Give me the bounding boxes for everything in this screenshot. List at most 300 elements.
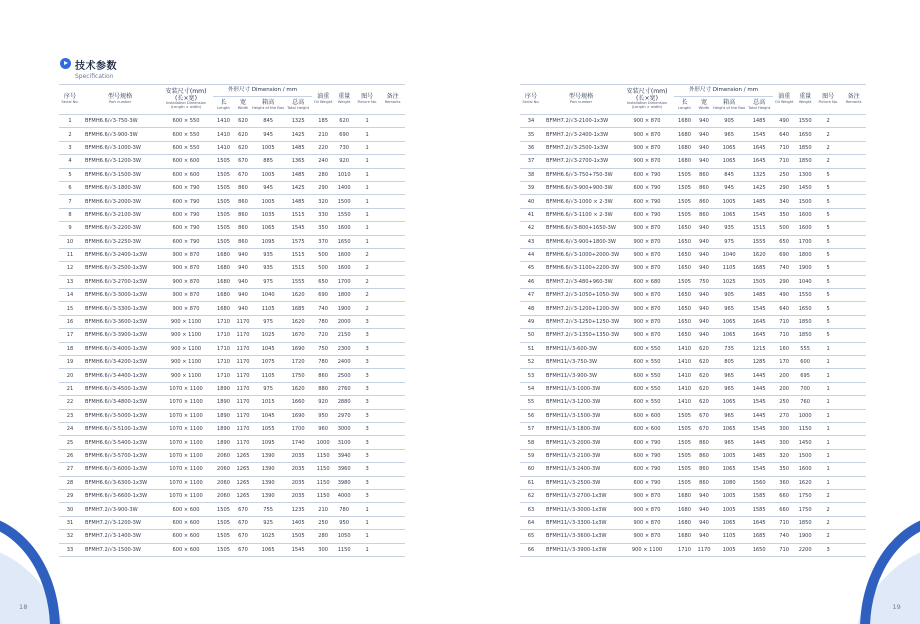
box-height-cell: 905 (713, 115, 745, 128)
table-row (520, 369, 866, 382)
box-height-cell: 1015 (252, 396, 284, 409)
remarks-cell (841, 235, 866, 248)
serial-cell: 62 (520, 489, 542, 502)
installation-cell: 900 × 870 (159, 262, 213, 275)
installation-cell: 600 × 790 (620, 181, 674, 194)
table-row (520, 115, 866, 128)
total-height-cell: 1575 (284, 235, 312, 248)
picture-no-cell: 1 (354, 128, 380, 141)
installation-cell: 900 × 1100 (159, 369, 213, 382)
length-cell: 1505 (213, 235, 234, 248)
oil-weight-cell: 660 (773, 489, 795, 502)
total-height-cell: 1545 (284, 543, 312, 556)
part-number-cell: BFMH6.6/√3-6000-1x3W (81, 463, 159, 476)
header-remarks: 备注 Remarks (380, 85, 405, 115)
total-height-cell: 1645 (745, 516, 773, 529)
length-cell: 1505 (674, 208, 695, 221)
width-cell: 940 (234, 302, 252, 315)
weight-cell: 3980 (334, 476, 354, 489)
oil-weight-cell: 710 (773, 329, 795, 342)
table-row (59, 155, 405, 168)
installation-cell: 900 × 870 (620, 530, 674, 543)
width-cell: 940 (695, 128, 713, 141)
header-oil-weight: 油重 Oil Weight (312, 85, 334, 115)
box-height-cell: 1040 (713, 248, 745, 261)
remarks-cell (380, 275, 405, 288)
length-cell: 1505 (213, 168, 234, 181)
total-height-cell: 1555 (745, 235, 773, 248)
weight-cell: 1300 (795, 168, 815, 181)
oil-weight-cell: 350 (312, 222, 334, 235)
picture-no-cell: 5 (815, 275, 841, 288)
table-row (520, 449, 866, 462)
picture-no-cell: 1 (815, 422, 841, 435)
width-cell: 1170 (234, 436, 252, 449)
picture-no-cell: 3 (354, 422, 380, 435)
installation-cell: 600 × 550 (159, 115, 213, 128)
serial-cell: 42 (520, 222, 542, 235)
length-cell: 2060 (213, 463, 234, 476)
installation-cell: 900 × 1100 (159, 356, 213, 369)
box-height-cell: 1095 (252, 436, 284, 449)
total-height-cell: 1685 (745, 530, 773, 543)
header-dimension-group: 外形尺寸 Dimension / mm (674, 85, 773, 97)
serial-cell: 63 (520, 503, 542, 516)
total-height-cell: 1585 (745, 489, 773, 502)
oil-weight-cell: 950 (312, 409, 334, 422)
length-cell: 2060 (213, 476, 234, 489)
box-height-cell: 935 (713, 222, 745, 235)
total-height-cell: 1445 (745, 409, 773, 422)
weight-cell: 1600 (795, 208, 815, 221)
picture-no-cell: 2 (354, 262, 380, 275)
header-length: 长 Length (213, 97, 234, 115)
part-number-cell: BFMH6.6/√3-2200-3W (81, 222, 159, 235)
box-height-cell: 1075 (252, 356, 284, 369)
total-height-cell: 1700 (284, 422, 312, 435)
header-picture-no: 图号 Picture No. (815, 85, 841, 115)
installation-cell: 600 × 790 (620, 208, 674, 221)
installation-cell: 600 × 550 (620, 382, 674, 395)
total-height-cell: 1545 (745, 463, 773, 476)
picture-no-cell: 2 (354, 289, 380, 302)
header-width: 宽 Width (695, 97, 713, 115)
length-cell: 1505 (674, 449, 695, 462)
table-row (520, 141, 866, 154)
box-height-cell: 945 (252, 128, 284, 141)
remarks-cell (841, 141, 866, 154)
part-number-cell: BFMH6.6/√3-4500-1x3W (81, 382, 159, 395)
installation-cell: 900 × 870 (620, 315, 674, 328)
installation-cell: 900 × 1100 (159, 315, 213, 328)
remarks-cell (841, 382, 866, 395)
width-cell: 670 (234, 168, 252, 181)
total-height-cell: 1485 (745, 289, 773, 302)
length-cell: 1505 (213, 195, 234, 208)
oil-weight-cell: 740 (773, 530, 795, 543)
installation-cell: 600 × 600 (159, 168, 213, 181)
oil-weight-cell: 500 (312, 248, 334, 261)
part-number-cell: BFMH11/√3-2500-3W (542, 476, 620, 489)
remarks-cell (841, 248, 866, 261)
remarks-cell (380, 155, 405, 168)
width-cell: 860 (695, 181, 713, 194)
table-row (520, 342, 866, 355)
serial-cell: 55 (520, 396, 542, 409)
width-cell: 940 (695, 503, 713, 516)
table-row (59, 516, 405, 529)
length-cell: 1410 (213, 115, 234, 128)
total-height-cell: 1660 (284, 396, 312, 409)
picture-no-cell: 3 (354, 369, 380, 382)
table-row (59, 369, 405, 382)
table-row (59, 503, 405, 516)
part-number-cell: BFMH6.6/√3-3900-1x3W (81, 329, 159, 342)
width-cell: 670 (234, 516, 252, 529)
oil-weight-cell: 300 (312, 543, 334, 556)
weight-cell: 4000 (334, 489, 354, 502)
oil-weight-cell: 780 (312, 356, 334, 369)
width-cell: 670 (234, 155, 252, 168)
total-height-cell: 1545 (745, 396, 773, 409)
weight-cell: 555 (795, 342, 815, 355)
table-row (59, 195, 405, 208)
installation-cell: 900 × 870 (620, 248, 674, 261)
box-height-cell: 965 (713, 369, 745, 382)
width-cell: 940 (695, 302, 713, 315)
weight-cell: 950 (334, 516, 354, 529)
picture-no-cell: 5 (815, 289, 841, 302)
length-cell: 1505 (674, 476, 695, 489)
width-cell: 860 (695, 436, 713, 449)
picture-no-cell: 3 (354, 356, 380, 369)
table-row (59, 168, 405, 181)
picture-no-cell: 1 (815, 342, 841, 355)
header-part-number: 型号规格 Part number (542, 85, 620, 115)
width-cell: 1170 (234, 382, 252, 395)
remarks-cell (841, 530, 866, 543)
table-row (59, 128, 405, 141)
page-number: 19 (892, 603, 901, 611)
width-cell: 670 (695, 409, 713, 422)
width-cell: 1170 (234, 396, 252, 409)
table-row (520, 262, 866, 275)
picture-no-cell: 2 (354, 248, 380, 261)
box-height-cell: 1065 (713, 155, 745, 168)
box-height-cell: 1065 (713, 396, 745, 409)
installation-cell: 600 × 550 (620, 369, 674, 382)
serial-cell: 35 (520, 128, 542, 141)
table-row (520, 489, 866, 502)
part-number-cell: BFMH11/√3-1000-3W (542, 382, 620, 395)
weight-cell: 1850 (795, 329, 815, 342)
oil-weight-cell: 350 (773, 463, 795, 476)
oil-weight-cell: 280 (312, 168, 334, 181)
box-height-cell: 1005 (713, 543, 745, 556)
total-height-cell: 1750 (284, 369, 312, 382)
installation-cell: 600 × 790 (620, 195, 674, 208)
part-number-cell: BFMH6.6/√3-3300-1x3W (81, 302, 159, 315)
total-height-cell: 1645 (745, 315, 773, 328)
oil-weight-cell: 710 (773, 141, 795, 154)
installation-cell: 1070 × 1100 (159, 489, 213, 502)
oil-weight-cell: 170 (773, 356, 795, 369)
weight-cell: 1750 (795, 503, 815, 516)
part-number-cell: BFMH6.6/√3-1000 × 2-3W (542, 195, 620, 208)
weight-cell: 1700 (795, 235, 815, 248)
part-number-cell: BFMH7.2/√3-2400-1x3W (542, 128, 620, 141)
serial-cell: 65 (520, 530, 542, 543)
picture-no-cell: 5 (815, 181, 841, 194)
remarks-cell (380, 248, 405, 261)
width-cell: 940 (695, 530, 713, 543)
width-cell: 940 (695, 516, 713, 529)
part-number-cell: BFMH11/√3-2400-3W (542, 463, 620, 476)
length-cell: 1650 (674, 235, 695, 248)
length-cell: 1505 (213, 516, 234, 529)
length-cell: 1505 (674, 409, 695, 422)
table-row (520, 208, 866, 221)
part-number-cell: BFMH7.2/√3-1500-3W (81, 543, 159, 556)
serial-cell: 23 (59, 409, 81, 422)
remarks-cell (380, 262, 405, 275)
installation-cell: 900 × 870 (620, 302, 674, 315)
box-height-cell: 1105 (252, 302, 284, 315)
table-row (59, 248, 405, 261)
oil-weight-cell: 370 (312, 235, 334, 248)
table-row (520, 248, 866, 261)
oil-weight-cell: 200 (773, 369, 795, 382)
box-height-cell: 1080 (713, 476, 745, 489)
table-row (59, 436, 405, 449)
total-height-cell: 1545 (745, 128, 773, 141)
weight-cell: 760 (795, 396, 815, 409)
width-cell: 940 (234, 248, 252, 261)
weight-cell: 2000 (334, 315, 354, 328)
width-cell: 750 (695, 275, 713, 288)
box-height-cell: 935 (252, 262, 284, 275)
remarks-cell (841, 168, 866, 181)
total-height-cell: 1645 (745, 155, 773, 168)
table-row (59, 208, 405, 221)
length-cell: 1680 (674, 530, 695, 543)
oil-weight-cell: 710 (773, 516, 795, 529)
box-height-cell: 1065 (713, 516, 745, 529)
weight-cell: 3000 (334, 422, 354, 435)
picture-no-cell: 3 (354, 382, 380, 395)
total-height-cell: 1690 (284, 342, 312, 355)
box-height-cell: 1005 (713, 489, 745, 502)
remarks-cell (380, 208, 405, 221)
table-row (59, 382, 405, 395)
weight-cell: 1800 (795, 248, 815, 261)
installation-cell: 900 × 1100 (620, 543, 674, 556)
picture-no-cell: 2 (815, 141, 841, 154)
weight-cell: 1550 (334, 208, 354, 221)
header-oil-weight: 油重 Oil Weight (773, 85, 795, 115)
installation-cell: 900 × 870 (620, 329, 674, 342)
box-height-cell: 1040 (252, 289, 284, 302)
weight-cell: 1500 (795, 449, 815, 462)
serial-cell: 64 (520, 516, 542, 529)
weight-cell: 1850 (795, 155, 815, 168)
oil-weight-cell: 340 (773, 195, 795, 208)
width-cell: 670 (695, 422, 713, 435)
part-number-cell: BFMH7.2/√3-480+960-3W (542, 275, 620, 288)
picture-no-cell: 2 (815, 155, 841, 168)
length-cell: 1710 (213, 356, 234, 369)
box-height-cell: 975 (252, 382, 284, 395)
width-cell: 940 (695, 329, 713, 342)
oil-weight-cell: 880 (312, 382, 334, 395)
remarks-cell (841, 543, 866, 556)
weight-cell: 2880 (334, 396, 354, 409)
total-height-cell: 1285 (745, 356, 773, 369)
oil-weight-cell: 860 (312, 369, 334, 382)
weight-cell: 2400 (334, 356, 354, 369)
remarks-cell (841, 289, 866, 302)
width-cell: 670 (234, 543, 252, 556)
oil-weight-cell: 185 (312, 115, 334, 128)
width-cell: 1265 (234, 476, 252, 489)
table-row (520, 396, 866, 409)
remarks-cell (380, 289, 405, 302)
part-number-cell: BFMH6.6/√3-1200-3W (81, 155, 159, 168)
section-header (60, 58, 260, 84)
remarks-cell (841, 181, 866, 194)
remarks-cell (841, 422, 866, 435)
header-part-number: 型号规格 Part number (81, 85, 159, 115)
installation-cell: 900 × 870 (620, 222, 674, 235)
picture-no-cell: 5 (815, 235, 841, 248)
box-height-cell: 1045 (252, 409, 284, 422)
weight-cell: 730 (334, 141, 354, 154)
length-cell: 1505 (674, 436, 695, 449)
table-row (59, 115, 405, 128)
total-height-cell: 1620 (284, 382, 312, 395)
table-row (520, 543, 866, 556)
serial-cell: 16 (59, 315, 81, 328)
picture-no-cell: 5 (815, 208, 841, 221)
header-box-height: 箱高 Height of the Box (713, 97, 745, 115)
serial-cell: 32 (59, 530, 81, 543)
table-row (520, 329, 866, 342)
oil-weight-cell: 220 (312, 141, 334, 154)
remarks-cell (380, 168, 405, 181)
part-number-cell: BFMH6.6/√3-1000+2000-3W (542, 248, 620, 261)
oil-weight-cell: 300 (773, 422, 795, 435)
table-row (520, 356, 866, 369)
box-height-cell: 755 (252, 503, 284, 516)
remarks-cell (841, 128, 866, 141)
table-row (520, 436, 866, 449)
weight-cell: 1600 (795, 222, 815, 235)
box-height-cell: 1065 (713, 208, 745, 221)
table-row (59, 342, 405, 355)
header-dimension-group: 外形尺寸 Dimension / mm (213, 85, 312, 97)
picture-no-cell: 5 (815, 168, 841, 181)
width-cell: 940 (695, 315, 713, 328)
box-height-cell: 1065 (713, 422, 745, 435)
header-width: 宽 Width (234, 97, 252, 115)
weight-cell: 1600 (334, 222, 354, 235)
oil-weight-cell: 780 (312, 315, 334, 328)
total-height-cell: 1445 (745, 369, 773, 382)
section-subtitle: Specification (75, 73, 114, 80)
picture-no-cell: 1 (815, 476, 841, 489)
length-cell: 2060 (213, 489, 234, 502)
part-number-cell: BFMH7.2/√3-2500-1x3W (542, 141, 620, 154)
width-cell: 620 (234, 141, 252, 154)
remarks-cell (380, 436, 405, 449)
remarks-cell (380, 422, 405, 435)
remarks-cell (841, 449, 866, 462)
weight-cell: 2970 (334, 409, 354, 422)
table-row (520, 530, 866, 543)
serial-cell: 8 (59, 208, 81, 221)
picture-no-cell: 3 (354, 315, 380, 328)
part-number-cell: BFMH6.6/√3-5400-1x3W (81, 436, 159, 449)
table-row (59, 262, 405, 275)
oil-weight-cell: 490 (773, 115, 795, 128)
box-height-cell: 1025 (252, 530, 284, 543)
weight-cell: 1000 (795, 409, 815, 422)
picture-no-cell: 2 (815, 489, 841, 502)
width-cell: 1170 (234, 356, 252, 369)
oil-weight-cell: 1150 (312, 463, 334, 476)
remarks-cell (380, 128, 405, 141)
width-cell: 860 (234, 222, 252, 235)
remarks-cell (380, 543, 405, 556)
installation-cell: 600 × 600 (620, 422, 674, 435)
remarks-cell (380, 476, 405, 489)
installation-cell: 900 × 870 (620, 289, 674, 302)
serial-cell: 5 (59, 168, 81, 181)
table-row (520, 409, 866, 422)
picture-no-cell: 3 (354, 396, 380, 409)
length-cell: 1680 (674, 503, 695, 516)
picture-no-cell: 1 (354, 530, 380, 543)
part-number-cell: BFMH11/√3-600-3W (542, 342, 620, 355)
picture-no-cell: 3 (354, 449, 380, 462)
width-cell: 860 (234, 181, 252, 194)
weight-cell: 1500 (795, 195, 815, 208)
remarks-cell (841, 302, 866, 315)
serial-cell: 66 (520, 543, 542, 556)
weight-cell: 2760 (334, 382, 354, 395)
total-height-cell: 1485 (284, 141, 312, 154)
weight-cell: 600 (795, 356, 815, 369)
oil-weight-cell: 720 (312, 329, 334, 342)
remarks-cell (841, 463, 866, 476)
serial-cell: 28 (59, 476, 81, 489)
picture-no-cell: 2 (815, 530, 841, 543)
part-number-cell: BFMH11/√3-900-3W (542, 369, 620, 382)
part-number-cell: BFMH6.6/√3-3600-1x3W (81, 315, 159, 328)
part-number-cell: BFMH6.6/√3-2250-3W (81, 235, 159, 248)
serial-cell: 17 (59, 329, 81, 342)
remarks-cell (380, 382, 405, 395)
total-height-cell: 1485 (745, 115, 773, 128)
serial-cell: 30 (59, 503, 81, 516)
installation-cell: 600 × 600 (159, 530, 213, 543)
weight-cell: 1620 (795, 476, 815, 489)
part-number-cell: BFMH11/√3-3300-1x3W (542, 516, 620, 529)
serial-cell: 29 (59, 489, 81, 502)
table-row (59, 489, 405, 502)
installation-cell: 1070 × 1100 (159, 449, 213, 462)
oil-weight-cell: 640 (773, 302, 795, 315)
